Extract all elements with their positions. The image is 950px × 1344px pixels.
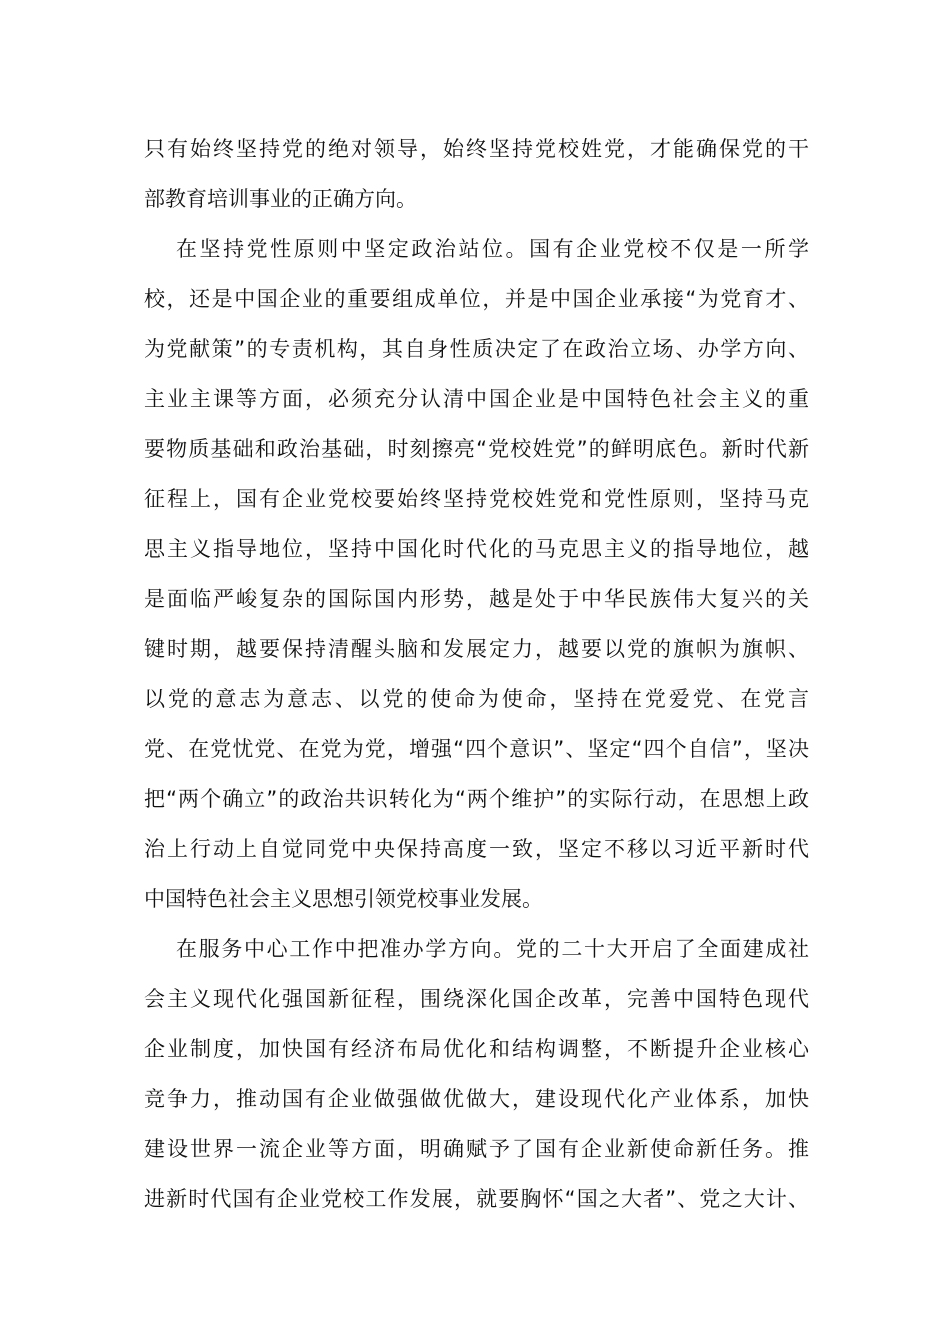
text-line: 在服务中心工作中把准办学方向。党的二十大开启了全面建成社 xyxy=(176,937,809,961)
text-line: 进新时代国有企业党校工作发展，就要胸怀“国之大者”、党之大计、 xyxy=(144,1187,809,1211)
text-line: 把“两个确立”的政治共识转化为“两个维护”的实际行动，在思想上政 xyxy=(144,787,809,811)
text-line: 只有始终坚持党的绝对领导，始终坚持党校姓党，才能确保党的干 xyxy=(144,137,809,161)
text-line: 在坚持党性原则中坚定政治站位。国有企业党校不仅是一所学 xyxy=(176,237,809,261)
text-line: 校，还是中国企业的重要组成单位，并是中国企业承接“为党育才、 xyxy=(144,287,809,311)
text-line: 为党献策”的专责机构，其自身性质决定了在政治立场、办学方向、 xyxy=(144,337,809,361)
text-line: 会主义现代化强国新征程，围绕深化国企改革，完善中国特色现代 xyxy=(144,987,809,1011)
paragraph-3 xyxy=(144,924,809,1224)
text-line: 主业主课等方面，必须充分认清中国企业是中国特色社会主义的重 xyxy=(144,387,809,411)
text-line: 建设世界一流企业等方面，明确赋予了国有企业新使命新任务。推 xyxy=(144,1137,809,1161)
text-line: 党、在党忧党、在党为党，增强“四个意识”、坚定“四个自信”，坚决 xyxy=(144,737,809,761)
paragraph-2 xyxy=(144,224,809,924)
body-text xyxy=(144,124,809,1224)
text-line: 竞争力，推动国有企业做强做优做大，建设现代化产业体系，加快 xyxy=(144,1087,809,1111)
text-line: 以党的意志为意志、以党的使命为使命，坚持在党爱党、在党言 xyxy=(144,687,809,711)
text-line: 部教育培训事业的正确方向。 xyxy=(144,187,417,211)
text-line: 思主义指导地位，坚持中国化时代化的马克思主义的指导地位，越 xyxy=(144,537,809,561)
text-line: 键时期，越要保持清醒头脑和发展定力，越要以党的旗帜为旗帜、 xyxy=(144,637,809,661)
text-line: 是面临严峻复杂的国际国内形势，越是处于中华民族伟大复兴的关 xyxy=(144,587,809,611)
paragraph-1 xyxy=(144,124,809,224)
text-line: 企业制度，加快国有经济布局优化和结构调整，不断提升企业核心 xyxy=(144,1037,809,1061)
text-line: 征程上，国有企业党校要始终坚持党校姓党和党性原则，坚持马克 xyxy=(144,487,809,511)
text-line: 中国特色社会主义思想引领党校事业发展。 xyxy=(144,887,543,911)
text-line: 治上行动上自觉同党中央保持高度一致，坚定不移以习近平新时代 xyxy=(144,837,809,861)
text-line: 要物质基础和政治基础，时刻擦亮“党校姓党”的鲜明底色。新时代新 xyxy=(144,437,809,461)
